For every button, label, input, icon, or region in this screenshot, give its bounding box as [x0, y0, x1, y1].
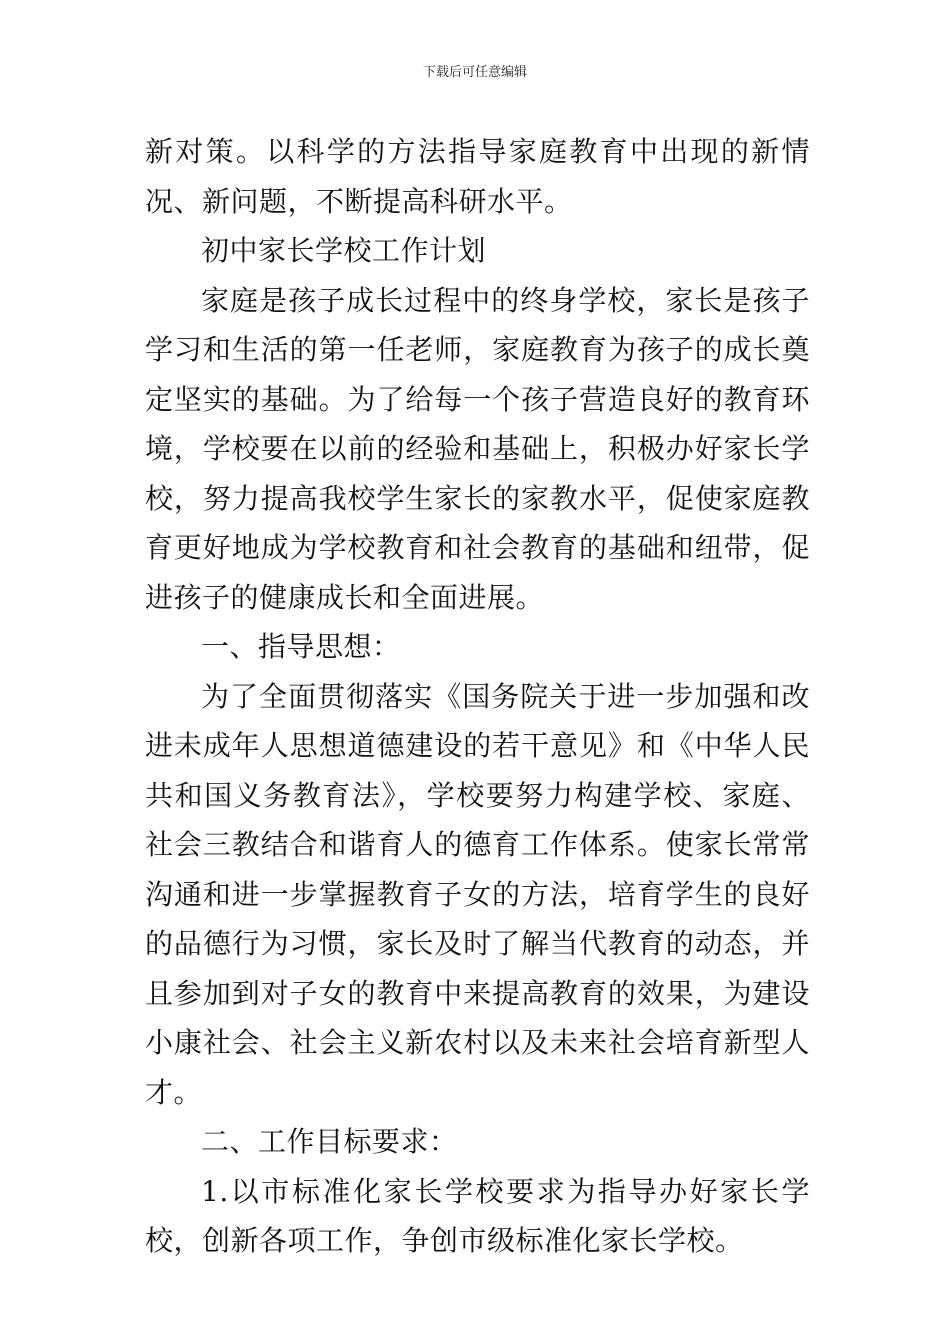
paragraph-intro: 家庭是孩子成长过程中的终身学校，家长是孩子学习和生活的第一任老师，家庭教育为孩子的成长奠定坚实的基础。为了给每一个孩子营造良好的教育环境，学校要在以前的经验和基础上，积极办好家长学校，努力提高我校学生家长的家教水平，促使家庭教育更好地成为学校教育和社会教育的基础和纽带，促进孩子的健康成长和全面进展。: [145, 283, 810, 614]
section-title: 初中家长学校工作计划: [201, 234, 487, 267]
paragraph-continuation: 新对策。以科学的方法指导家庭教育中出现的新情况、新问题，不断提高科研水平。: [145, 135, 810, 218]
heading-work-goals: 二、工作目标要求：: [201, 1125, 458, 1158]
page-header-note: 下载后可任意编辑: [422, 65, 527, 80]
paragraph-guiding-ideology: 为了全面贯彻落实《国务院关于进一步加强和改进未成年人思想道德建设的若干意见》和《中华人民共和国义务教育法》，学校要努力构建学校、家庭、社会三教结合和谐育人的德育工作体系。使家长常常沟通和进一步掌握教育子女的方法，培育学生的良好的品德行为习惯，家长及时了解当代教育的动态，并且参加到对子女的教育中来提高教育的效果，为建设小康社会、社会主义新农村以及未来社会培育新型人才。: [145, 679, 810, 1109]
document-body: [145, 127, 810, 1266]
paragraph-goal-1: 1.以市标准化家长学校要求为指导办好家长学校，创新各项工作，争创市级标准化家长学校。: [145, 1174, 810, 1257]
heading-guiding-ideology: 一、指导思想：: [201, 630, 401, 663]
